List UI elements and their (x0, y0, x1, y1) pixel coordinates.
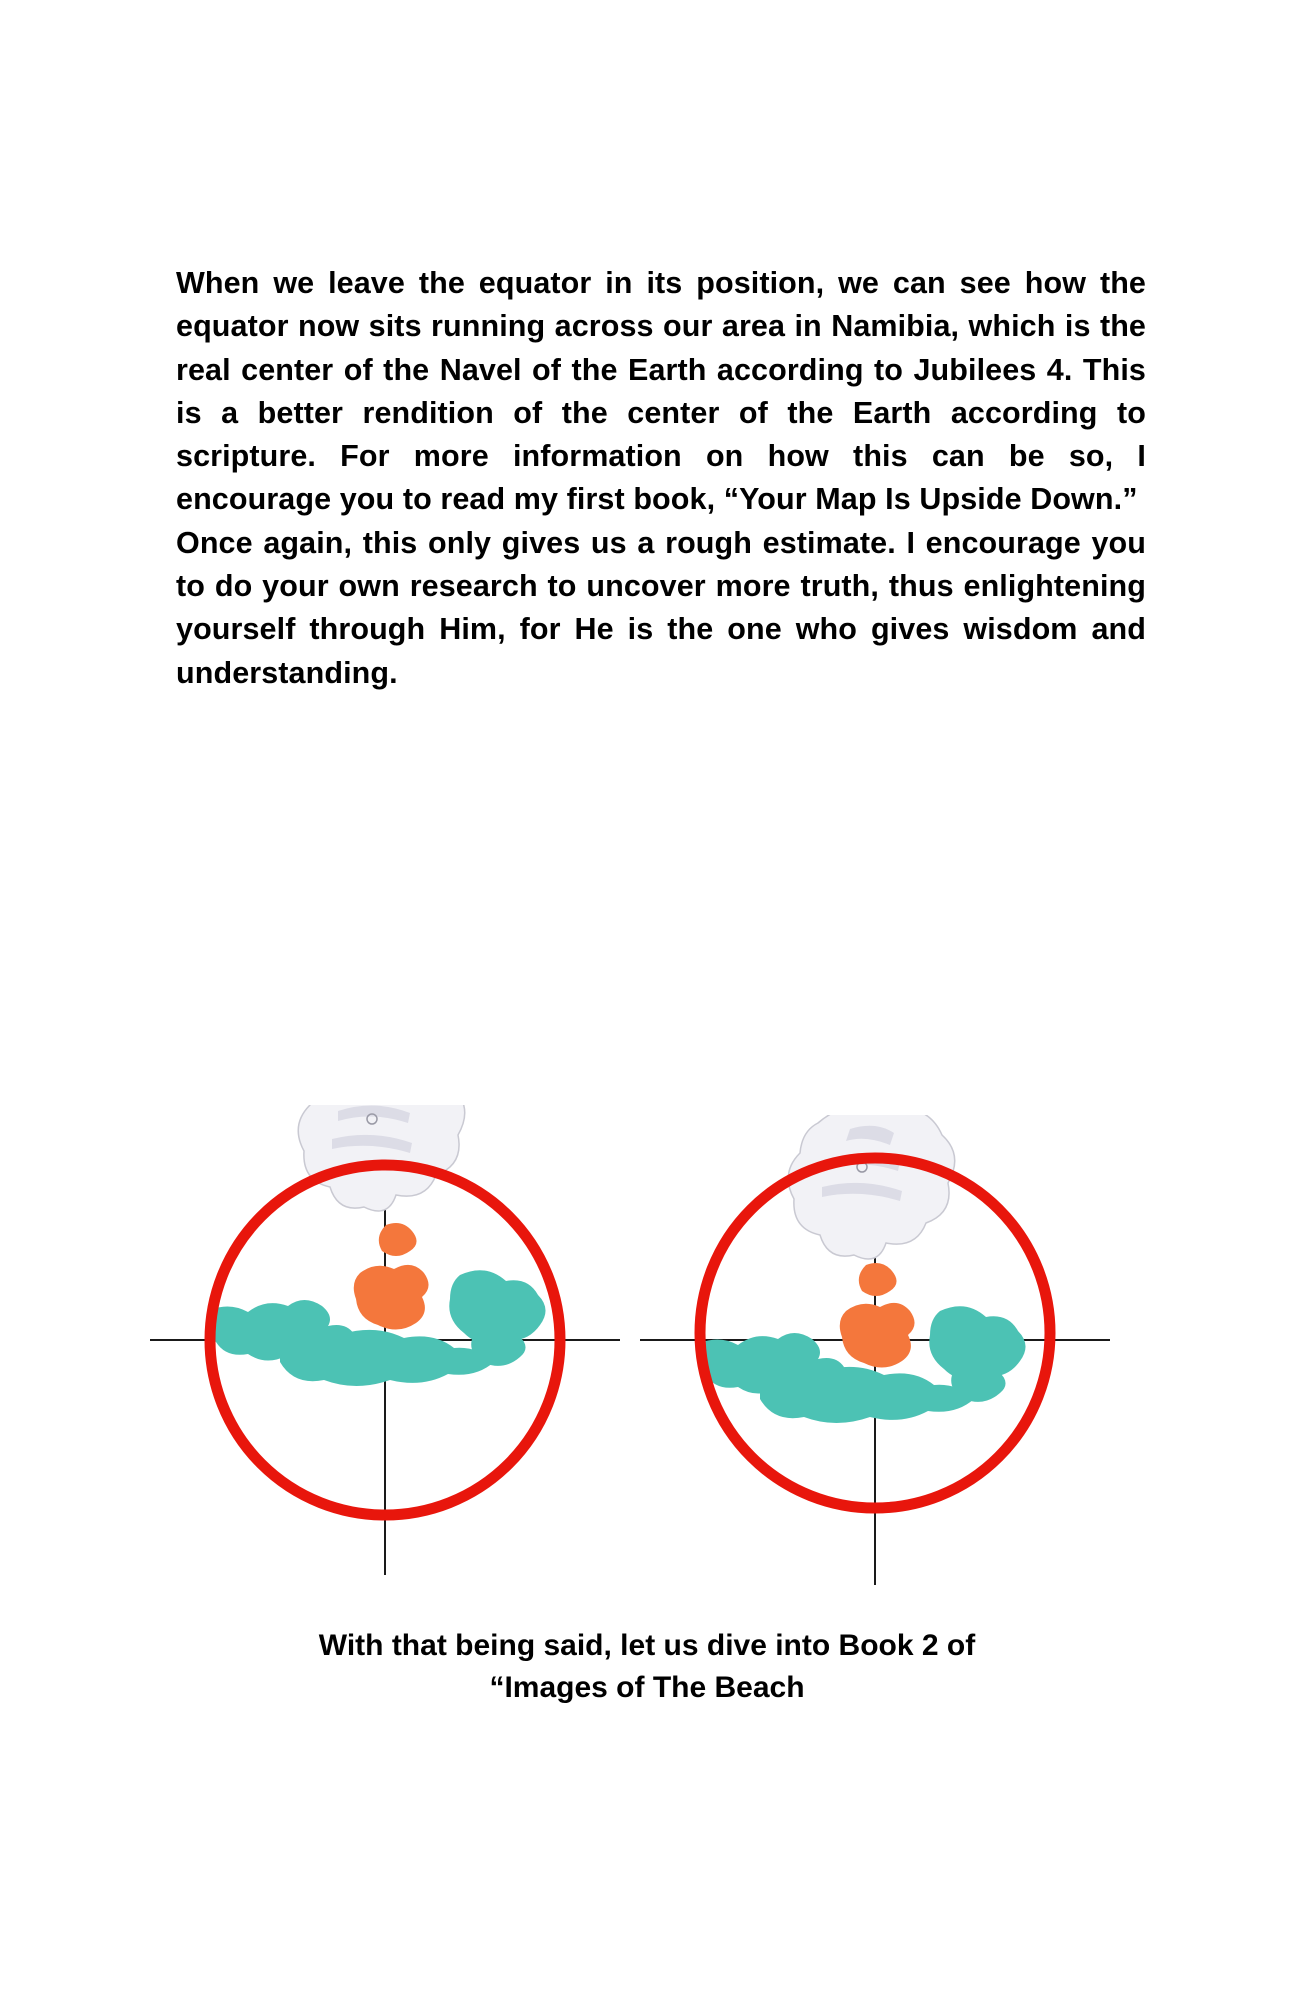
figure-globes (0, 985, 1294, 1625)
caption-line-1: With that being said, let us dive into Book 2 of (318, 1629, 976, 1662)
land-shape-highlight-africa (354, 1265, 429, 1330)
globe-left (150, 1105, 620, 1575)
land-shape-highlight-africa (840, 1303, 915, 1368)
antarctica-shape (298, 1105, 465, 1211)
body-text (176, 262, 1146, 695)
antarctica-outline (298, 1105, 465, 1211)
caption-line-2: “Images of The Beach (489, 1671, 805, 1704)
figure-caption (147, 1625, 1147, 1709)
paragraph-2: Once again, this only gives us a rough estimate. I encourage you to do your own research to uncover more truth, thus enlightening yourself through Him, for He is the one who gives wisdom and understanding. (176, 525, 1146, 690)
paragraph-1: When we leave the equator in its position, we can see how the equator now sits running across our area in Namibia, which is the real center of the Navel of the Earth according to Jubilees 4. This is a better rendition of the center of the Earth according to scripture. For more information on how this can be so, I encourage you to read my first book, “Your Map Is Upside Down.” (176, 266, 1146, 517)
antarctica-shape (788, 1115, 955, 1259)
globe-right (640, 1115, 1110, 1585)
land-shape-highlight-north (379, 1223, 417, 1256)
land-shape-highlight-north (859, 1263, 897, 1296)
land-shape-south (760, 1367, 974, 1423)
landmass-group (697, 1263, 1025, 1423)
land-shape-south (280, 1330, 494, 1386)
landmass-group (207, 1223, 545, 1386)
